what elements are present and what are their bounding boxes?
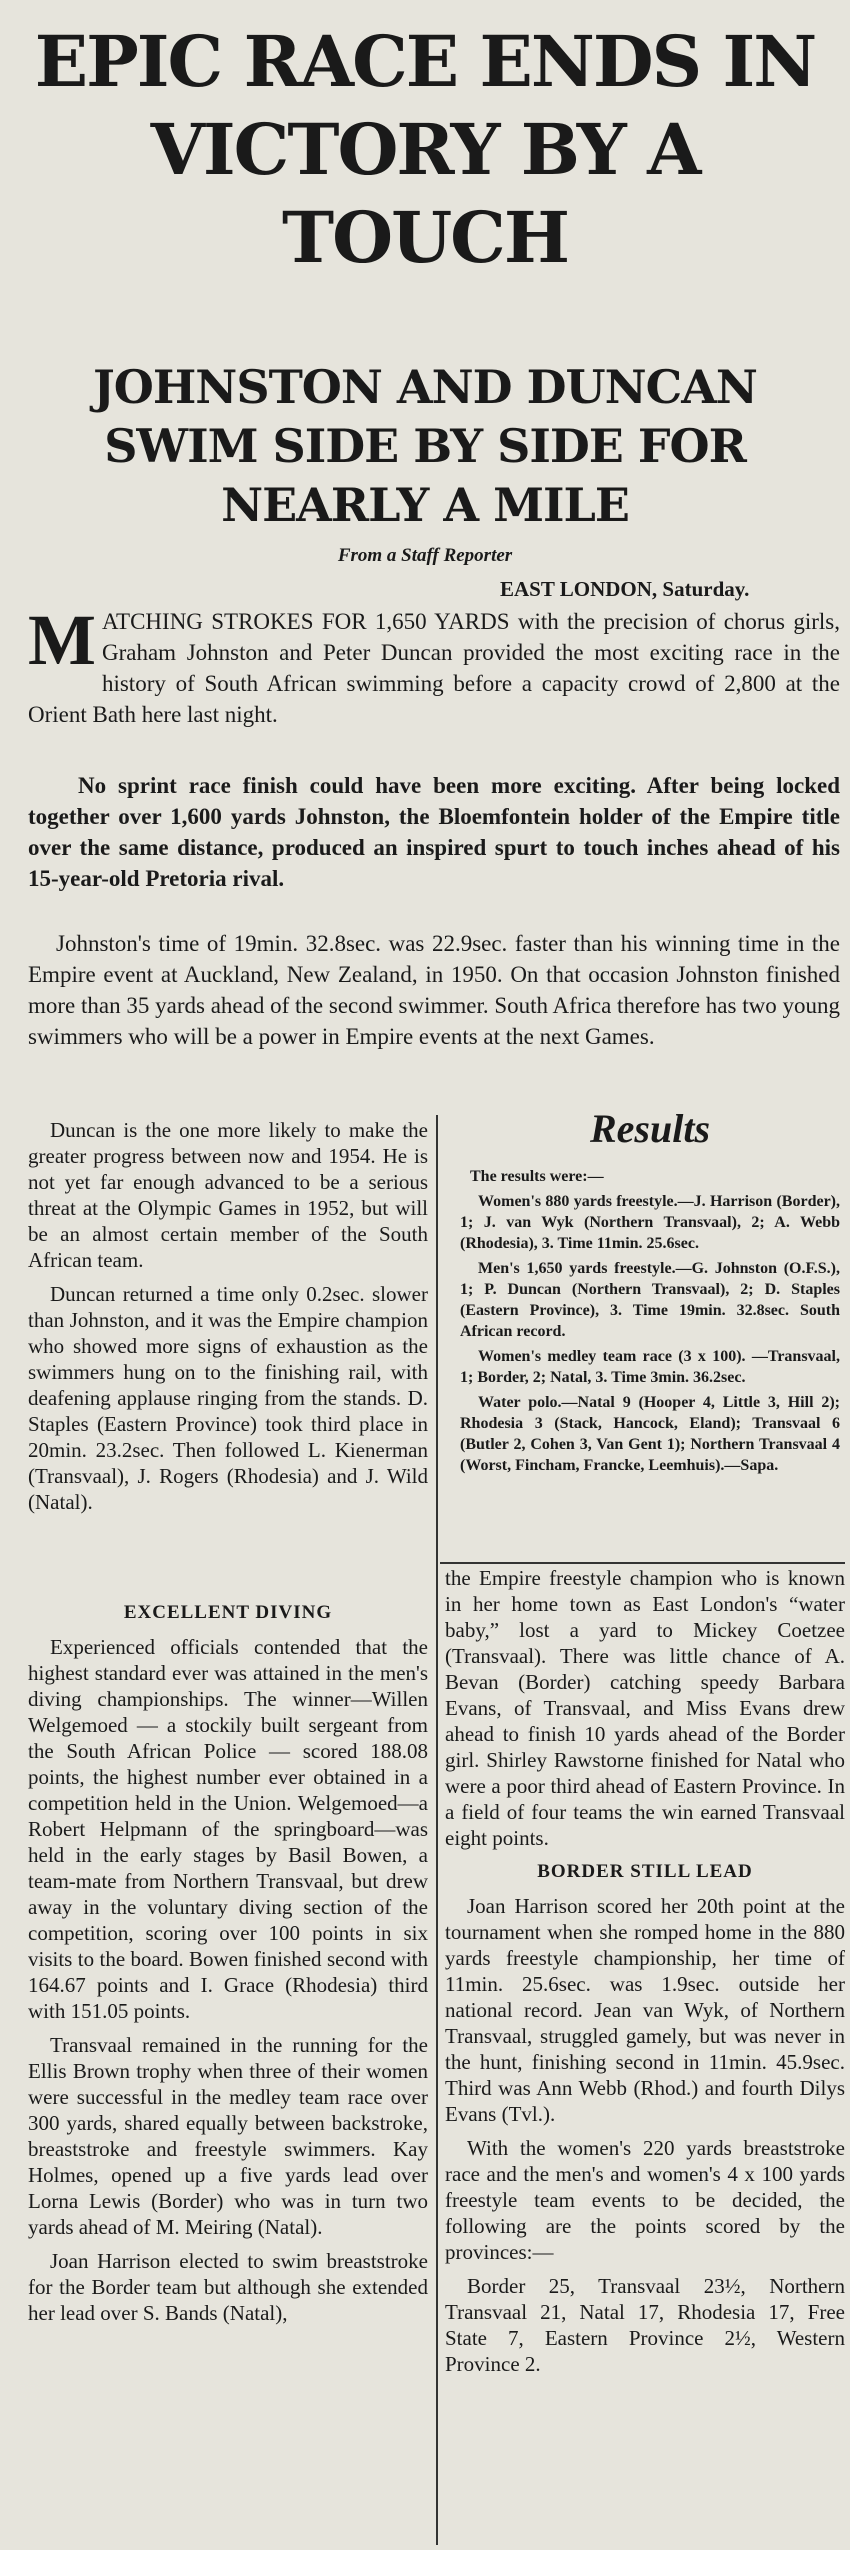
subhead-excellent-diving: EXCELLENT DIVING xyxy=(123,1602,333,1623)
dateline: EAST LONDON, Saturday. xyxy=(500,577,750,601)
left-column xyxy=(28,1117,428,1523)
article-paragraph: Joan Harrison scored her 20th point at the tournament when she romped home in the 880 yards freestyle championship, her time of 11min. 25.6sec. was 1.9sec. outside her national record. Jean van Wyk, of Northern Transvaal, struggled gamely, but was never in the hunt, finishing second in 11min. 45.9sec. Third was Ann Webb (Rhod.) and fourth Dilys Evans (Tvl.). xyxy=(445,1894,845,2126)
results-box xyxy=(460,1105,840,1480)
lead-text: ATCHING STROKES FOR 1,650 YARDS with the precision of chorus girls, Graham Johnston and Peter Duncan provided the most exciting race in the history of South African swimming before a capacity crowd of 2,800 at the Orient Bath here last night. xyxy=(28,609,840,727)
sub-headline: JOHNSTON AND DUNCAN SWIM SIDE BY SIDE FOR NEARLY A MILE xyxy=(93,360,757,532)
result-item: Water polo.—Natal 9 (Hooper 4, Little 3, Hill 2); Rhodesia 3 (Stack, Hancock, Eland); Transvaal 6 (Butler 2, Cohen 3, Van Gent 1); Northern Transvaal 4 (Worst, Fincham, Francke, Leemhuis).—Sapa. xyxy=(460,1394,840,1474)
article-paragraph: Transvaal remained in the running for the Ellis Brown trophy when three of their women were successful in the medley team race over 300 yards, shared equally between backstroke, breaststroke and freestyle swimmers. Kay Holmes, opened up a five yards lead over Lorna Lewis (Border) who was in turn two yards ahead of M. Meiring (Natal). xyxy=(28,2033,428,2239)
column-divider xyxy=(436,1115,438,2545)
result-item: Women's 880 yards freestyle.—J. Harrison (Border), 1; J. van Wyk (Northern Transvaal), 2; A. Webb (Rhodesia), 3. Time 11min. 25.6sec. xyxy=(460,1193,840,1252)
results-title: Results xyxy=(589,1106,711,1151)
article-paragraph: Duncan is the one more likely to make the greater progress between now and 1954. He is not yet far enough advanced to be a serious threat at the Olympic Games in 1952, but will be an almost certain member of the South African team. xyxy=(28,1118,428,1272)
article-paragraph: With the women's 220 yards breaststroke race and the men's and women's 4 x 100 yards freestyle team events to be decided, the following are the points scored by the provinces:— xyxy=(445,2136,845,2264)
right-column xyxy=(445,1565,845,2385)
article-paragraph: Duncan returned a time only 0.2sec. slower than Johnston, and it was the Empire champion who showed more signs of exhaustion as the swimmers hung on to the finishing rail, with deafening applause ringing from the stands. D. Staples (Eastern Province) took third place in 20min. 23.2sec. Then followed L. Kienerman (Transvaal), J. Rogers (Rhodesia) and J. Wild (Natal). xyxy=(28,1282,428,1514)
subhead-border-still-lead: BORDER STILL LEAD xyxy=(537,1861,753,1882)
results-divider xyxy=(440,1562,845,1564)
result-item: Men's 1,650 yards freestyle.—G. Johnston (O.F.S.), 1; P. Duncan (Northern Transvaal), 2; D. Staples (Eastern Province), 3. Time 19min. 32.8sec. South African record. xyxy=(460,1260,840,1340)
results-intro: The results were:— xyxy=(470,1168,604,1185)
left-column-lower xyxy=(28,1600,428,2334)
drop-cap: M xyxy=(28,600,96,680)
article-paragraph: Joan Harrison elected to swim breaststroke for the Border team but although she extended her lead over S. Bands (Natal), xyxy=(28,2249,428,2325)
article-paragraph: the Empire freestyle champion who is known in her home town as East London's “water baby,” lost a yard to Mickey Coetzee (Transvaal). There was little chance of A. Bevan (Border) catching speedy Barbara Evans, of Transvaal, and Miss Evans drew ahead to finish 10 yards ahead of the Border girl. Shirley Rawstorne finished for Natal who were a poor third ahead of Eastern Province. In a field of four teams the win earned Transvaal eight points. xyxy=(445,1566,845,1850)
third-paragraph: Johnston's time of 19min. 32.8sec. was 22.9sec. faster than his winning time in the Empire event at Auckland, New Zealand, in 1950. On that occasion Johnston finished more than 35 yards ahead of the second swimmer. South Africa therefore has two young swimmers who will be a power in Empire events at the next Games. xyxy=(28,931,840,1049)
article-paragraph: Experienced officials contended that the highest standard ever was attained in the men's diving championships. The winner—Willen Welgemoed — a stockily built sergeant from the South African Police — scored 188.08 points, the highest number ever obtained in a competition held in the Union. Welgemoed—a Robert Helpmann of the springboard—was held in the early stages by Basil Bowen, a team-mate from Northern Transvaal, but drew away in the voluntary diving section of the competition, scoring over 100 points in six visits to the board. Bowen finished second with 164.67 points and I. Grace (Rhodesia) third with 151.05 points. xyxy=(28,1635,428,2023)
result-item: Women's medley team race (3 x 100). —Transvaal, 1; Border, 2; Natal, 3. Time 3min. 36.2sec. xyxy=(460,1348,840,1386)
main-headline: EPIC RACE ENDS IN VICTORY BY A TOUCH xyxy=(34,20,816,279)
lead-paragraph xyxy=(28,600,840,730)
byline: From a Staff Reporter xyxy=(337,545,513,566)
article-paragraph: Border 25, Transvaal 23½, Northern Transvaal 21, Natal 17, Rhodesia 17, Free State 7, Eastern Province 2½, Western Province 2. xyxy=(445,2274,845,2376)
bold-paragraph: No sprint race finish could have been more exciting. After being locked together over 1,600 yards Johnston, the Bloemfontein holder of the Empire title over the same distance, produced an inspired spurt to touch inches ahead of his 15-year-old Pretoria rival. xyxy=(28,773,840,891)
